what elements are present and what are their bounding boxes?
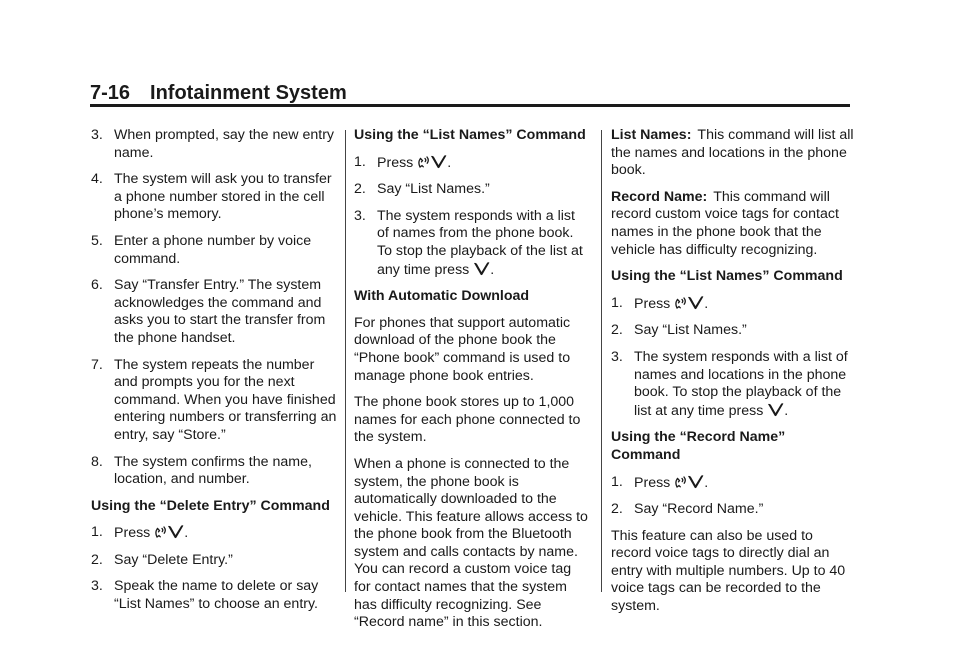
column-1 [91,127,341,623]
step-text [634,474,857,493]
definition-record-name [611,189,857,259]
step-item [611,349,857,420]
voice-recognition-icon [430,154,447,169]
paragraph: When a phone is connected to the system, the phone book is automatically downloaded to the vehicle. This feature allows access to the phone book from the Bluetooth system and calls contacts by name. You can record a custom voice tag for contact names that the system has difficulty recognizing. See “Record name” in this section. [354,455,588,631]
step-text [634,295,857,314]
page-number: 7-16 [90,82,131,104]
term-label: Record Name: [611,188,708,205]
period: . [447,154,452,171]
step-number: 2. [611,322,623,339]
step-item [91,233,341,268]
paragraph: The phone book stores up to 1,000 names for each phone connected to the system. [354,394,581,446]
voice-recognition-icon [473,261,490,276]
voice-recognition-icon [767,402,784,417]
step-item [611,322,857,340]
voice-recognition-icon [687,295,704,310]
column-2 [354,127,590,641]
column-divider [345,130,346,592]
phone-voice-button-icon [674,296,687,310]
step-text: When prompted, say the new entry name. [114,127,335,161]
column-3 [611,127,857,625]
section-heading: Using the “Delete Entry” Command [91,497,330,514]
period: . [704,474,709,491]
step-text: Say “Record Name.” [634,501,764,518]
step-item [91,454,341,489]
step-number: 5. [91,232,103,249]
step-number: 1. [611,294,623,311]
step-list [91,552,341,614]
phone-voice-button-icon [154,525,167,539]
term-description: This command will list all the names and locations in the phone book. [611,127,854,179]
definition-list-names [611,127,857,180]
step-number: 3. [611,348,623,365]
step-text [634,349,857,420]
step-number: 2. [354,181,366,198]
step-number: 4. [91,171,103,188]
step-item [611,295,857,314]
step-item [354,208,590,279]
section-heading: Using the “Record Name” Command [611,429,786,463]
step-number: 3. [91,127,103,143]
step-text-body: The system responds with a list of names from the phone book. To stop the playback of the list at any time press [377,207,583,278]
step-text: The system repeats the number and prompts you for the next command. When you have finished entering numbers or transferring an entry, say “Store.” [114,356,337,443]
section-heading: Using the “List Names” Command [611,268,843,285]
section-heading: With Automatic Download [354,288,530,305]
term-description: This command will record custom voice tags for contact names in the phone book that the vehicle has difficulty recognizing. [611,188,839,258]
step-number: 1. [91,524,103,541]
period: . [784,402,789,419]
paragraph: For phones that support automatic download of the phone book the “Phone book” command is used to manage phone book entries. [354,314,571,384]
section-title: Infotainment System [150,82,347,104]
step-text [377,154,590,173]
step-text-body: The system responds with a list of names and locations in the phone book. To stop the playback of the list at any time press [634,348,848,419]
period: . [704,295,709,312]
step-text: Enter a phone number by voice command. [114,232,312,267]
step-number: 2. [611,501,623,518]
step-text: Say “List Names.” [634,322,747,339]
voice-recognition-icon [167,524,184,539]
press-word: Press [114,525,151,542]
step-item [91,578,341,613]
step-item [611,474,857,493]
step-number: 1. [611,473,623,490]
step-number: 2. [91,551,103,568]
period: . [184,525,189,542]
column-divider [601,130,602,592]
step-list [91,127,341,489]
step-text: Say “Delete Entry.” [114,551,233,568]
step-item [91,127,341,162]
paragraph-group [354,315,590,632]
step-text: Speak the name to delete or say “List Names” to choose an entry. [114,578,319,613]
step-number: 1. [354,153,366,170]
page-header [90,80,850,106]
phone-voice-button-icon [417,155,430,169]
section-heading: Using the “List Names” Command [354,127,586,143]
voice-recognition-icon [687,474,704,489]
step-item [91,357,341,445]
header-rule [90,104,850,107]
term-label: List Names: [611,127,692,143]
period: . [490,261,495,278]
press-word: Press [634,295,671,312]
step-text: The system will ask you to transfer a phone number stored in the cell phone’s memory. [114,171,332,223]
step-item [354,154,590,173]
press-word: Press [634,474,671,491]
step-item [91,524,341,543]
step-number: 3. [91,578,103,595]
press-word: Press [377,154,414,171]
step-item [91,171,341,224]
step-number: 6. [91,277,103,294]
step-text [114,524,341,543]
step-text: Say “List Names.” [377,181,490,198]
phone-voice-button-icon [674,475,687,489]
step-item [354,181,590,199]
step-number: 3. [354,207,366,224]
step-item [91,552,341,570]
step-item [611,501,857,519]
step-text: Say “Transfer Entry.” The system acknowledges the command and asks you to start the transfer from the phone handset. [114,277,326,346]
step-number: 8. [91,453,103,470]
step-number: 7. [91,356,103,373]
paragraph: This feature can also be used to record voice tags to directly dial an entry with multiple numbers. Up to 40 voice tags can be recorded to the system. [611,527,846,615]
step-item [91,277,341,347]
step-text: The system confirms the name, location, and number. [114,453,312,488]
step-text [377,208,590,279]
